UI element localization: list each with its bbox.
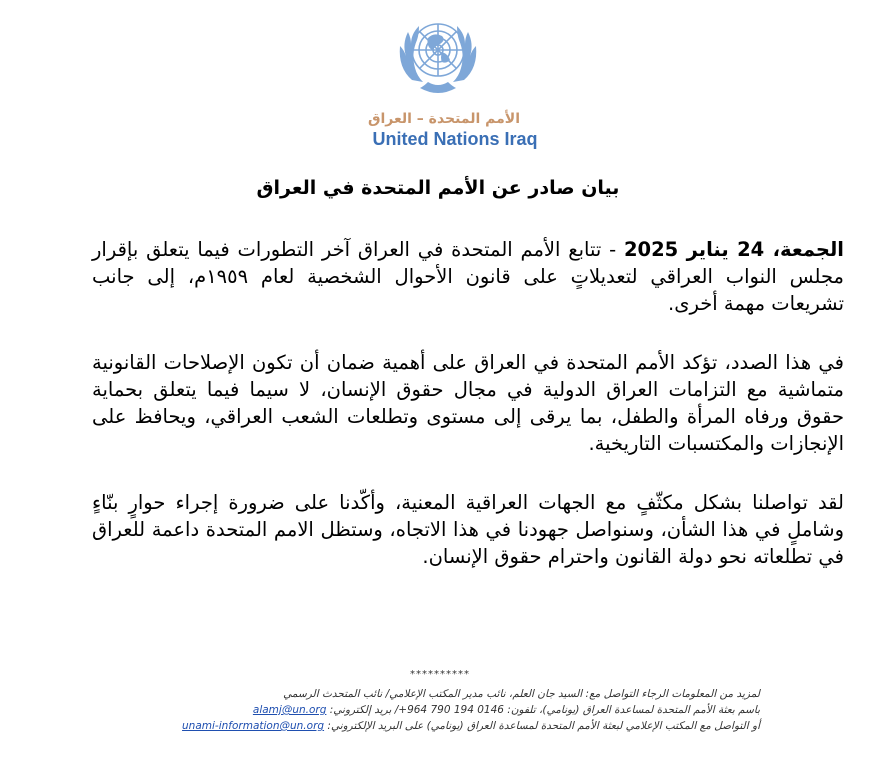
contact-line-1: لمزيد من المعلومات الرجاء التواصل مع: السيد جان العلم، نائب مدير المكتب الإعلامي/ نائب المتحدث الرسمي xyxy=(283,688,760,700)
contact-line-2-text: باسم بعثة الأمم المتحدة لمساعدة العراق (يونامي)، تلفون: 0146 194 790 964+/ بريد إلكتروني: xyxy=(326,704,760,716)
paragraph-2: في هذا الصدد، تؤكد الأمم المتحدة في العراق على أهمية ضمان أن تكون الإصلاحات القانونية متماشية مع التزامات العراق الدولية في مجال حقوق الإنسان، لا سيما فيما يتعلق بحماية حقوق ورفاه المرأة والطفل، بما يرقى إلى مستوى وتطلعات الشعب العراقي، ويحافظ على الإنجازات والمكتسبات التاريخية. xyxy=(92,351,844,455)
contact-line-3 xyxy=(120,718,760,734)
contact-line-2 xyxy=(120,702,760,718)
email-link-unami-information[interactable]: unami-information@un.org xyxy=(182,720,325,732)
letterhead xyxy=(0,8,876,150)
paragraph-1-text: - تتابع الأمم المتحدة في العراق آخر التطورات فيما يتعلق بإقرار مجلس النواب العراقي لتعديلاتٍ على قانون الأحوال الشخصية لعام ١٩٥٩م، إلى جانب تشريعات مهمة أخرى. xyxy=(92,238,844,315)
dateline: الجمعة، 24 يناير 2025 xyxy=(623,238,844,261)
un-emblem-icon xyxy=(382,8,494,108)
email-link-alamj[interactable]: alamj@un.org xyxy=(252,704,327,716)
contact-footer xyxy=(120,670,760,734)
statement-title: بيان صادر عن الأمم المتحدة في العراق xyxy=(256,177,620,199)
paragraph-1 xyxy=(92,236,844,317)
paragraph-3: لقد تواصلنا بشكل مكثّفٍ مع الجهات العراقية المعنية، وأكّدنا على ضرورة إجراء حوارٍ بنّاءٍ وشاملٍ في هذا الشأن، وسنواصل جهودنا في هذا الاتجاه، وستظل الامم المتحدة داعمة للعراق في تطلعاته نحو دولة القانون واحترام حقوق الإنسان. xyxy=(92,491,844,568)
org-name-arabic: الأمم المتحدة – العراق xyxy=(367,111,521,127)
org-name-english: United Nations Iraq xyxy=(372,129,538,149)
contact-line-3-text: أو التواصل مع المكتب الإعلامي لبعثة الأمم المتحدة لمساعدة العراق (يونامي) على البريد الإلكتروني: xyxy=(324,720,760,732)
separator: ********** xyxy=(410,669,470,680)
statement-body xyxy=(92,236,844,602)
